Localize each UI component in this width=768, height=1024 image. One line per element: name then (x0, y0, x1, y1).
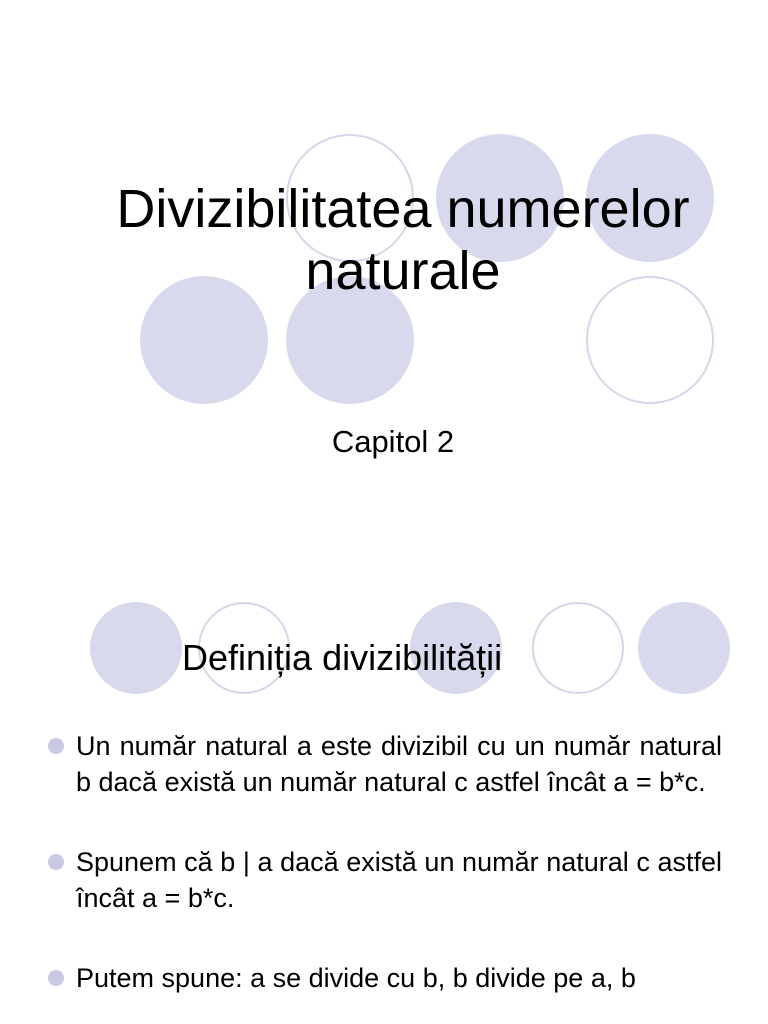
list-item (48, 844, 722, 916)
decor-circle (90, 602, 182, 694)
bullet-icon (48, 738, 64, 754)
bullet-text: Spunem că b | a dacă există un număr natural c astfel încât a = b*c. (76, 847, 722, 913)
list-item (48, 728, 722, 800)
decor-circle (638, 602, 730, 694)
bullet-icon (48, 854, 64, 870)
bullet-icon (48, 970, 64, 986)
slide-title: Divizibilitatea numerelor naturale (116, 179, 690, 301)
bullet-text: Un număr natural a este divizibil cu un număr natural b dacă există un număr natural c astfel încât a = b*c. (76, 731, 722, 797)
bullet-list (48, 728, 722, 1024)
slide-subtitle: Capitol 2 (331, 424, 455, 459)
decor-circle (532, 602, 624, 694)
definition-slide (0, 560, 768, 1024)
slide-title: Definiția divizibilității (182, 637, 503, 678)
list-item (48, 960, 722, 996)
bullet-text: Putem spune: a se divide cu b, b divide pe a, b (76, 963, 636, 993)
